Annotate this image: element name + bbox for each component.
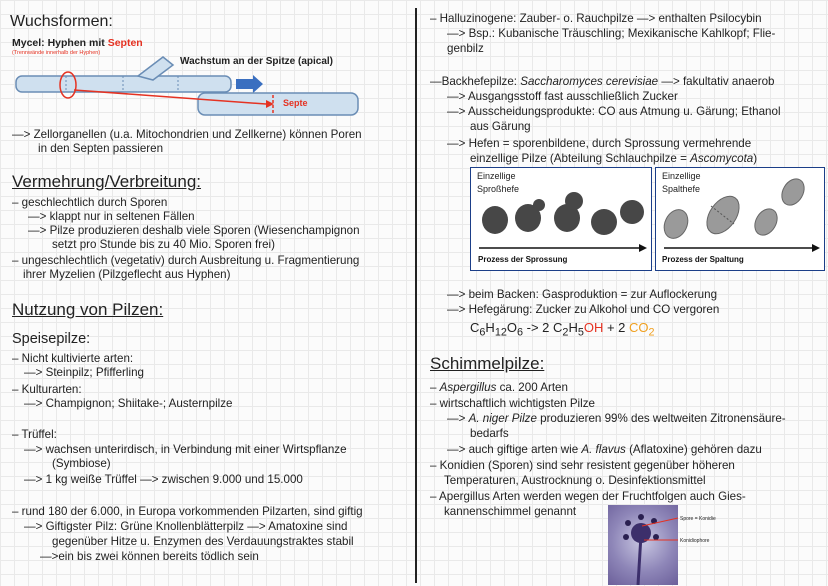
schimmel-line-3-italic: A. niger Pilze: [468, 412, 537, 425]
sprossung-label-1: Einzellige: [477, 171, 516, 181]
spaltung-label-2: Spalthefe: [662, 184, 701, 194]
backhefe-line-6: [470, 152, 757, 166]
schimmel-line-1b: ca. 200 Arten: [496, 381, 568, 394]
vermehrung-line-4: setzt pro Stunde bis zu 40 Mio. Sporen frei): [52, 238, 275, 251]
sprossung-caption: Prozess der Sprossung: [478, 255, 568, 264]
formula-sub-6: 6: [479, 326, 486, 339]
formula-plus: + 2: [603, 320, 630, 335]
schimmel-line-3: [447, 412, 786, 426]
vermehrung-line-3: —> Pilze produzieren deshalb viele Sporen (Wiesenchampignon: [28, 224, 360, 237]
schimmel-line-7: Temperaturen, Austrocknung o. Desinfektionsmittel: [444, 474, 706, 487]
fission-cell-4: [777, 175, 808, 209]
formula-h5: H: [568, 320, 578, 335]
formula-c6: C: [470, 320, 480, 335]
backhefe-line-6b: ): [753, 152, 758, 165]
zellorganellen-line-1: —> Zellorganellen (u.a. Mitochondrien und Zellkerne) können Poren: [12, 128, 362, 141]
schimmel-line-5-italic: A. flavus: [581, 443, 626, 456]
nutzung-line-4: —> Champignon; Shiitake-; Austernpilze: [24, 397, 233, 410]
zellorganellen-line-2: in den Septen passieren: [38, 142, 164, 155]
formula-sub-5: 5: [577, 326, 584, 339]
spaltung-figure: [655, 167, 825, 271]
backhefe-line-1b: —> fakultativ anaerob: [658, 75, 775, 88]
yeast-bud-1: [533, 199, 545, 211]
vermehrung-line-1: – geschlechtlich durch Sporen: [12, 196, 168, 209]
halluz-line-1: – Halluzinogene: Zauber- o. Rauchpilze —> enthalten Psilocybin: [430, 12, 762, 25]
formula-oh: OH: [583, 320, 604, 335]
nutzung-line-7: (Symbiose): [52, 457, 111, 470]
spore-label: Spore = Konidie: [680, 516, 716, 522]
backhefe-line-1-italic: Saccharomyces cerevisiae: [520, 75, 659, 88]
formula-co: CO: [629, 320, 649, 335]
nutzung-line-11: gegenüber Hitze u. Enzymen des Verdauungstraktes stabil: [52, 535, 354, 548]
formula-sub-12: 12: [494, 326, 507, 339]
growth-arrow-icon: [236, 75, 263, 93]
schimmel-line-5b: (Aflatoxine) gehören dazu: [625, 443, 762, 456]
speisepilze-title: Speisepilze:: [12, 331, 91, 347]
growth-label: Wachstum an der Spitze (apical): [180, 56, 333, 67]
septe-label: Septe: [283, 98, 308, 108]
formula-o6: O: [506, 320, 517, 335]
formula-arrow: -> 2: [523, 320, 554, 335]
schimmel-line-1a: –: [430, 381, 440, 394]
schimmel-line-1: [430, 381, 568, 395]
yeast-cell-4: [591, 209, 617, 235]
schimmel-line-2: – wirtschaftlich wichtigsten Pilze: [430, 397, 595, 410]
konidiophore-label: Konidiophore: [680, 538, 710, 544]
schimmel-line-3b: produzieren 99% des weltweiten Zitronensäure-: [536, 412, 786, 425]
sprossung-figure: [470, 167, 652, 271]
halluz-line-2: —> Bsp.: Kubanische Träuschling; Mexikanische Kahlkopf; Flie-: [447, 27, 776, 40]
schimmel-line-3a: —>: [447, 412, 469, 425]
vermehrung-line-6: ihrer Myzelien (Pilzgeflecht aus Hyphen): [23, 268, 231, 281]
formula-sub-2b: 2: [648, 326, 655, 339]
vermehrung-line-5: – ungeschlechtlich (vegetativ) durch Ausbreitung u. Fragmentierung: [12, 254, 360, 267]
backhefe-line-2: —> Ausgangsstoff fast ausschließlich Zucker: [447, 90, 678, 103]
backhefe-line-6-italic: Ascomycota: [690, 152, 754, 165]
mycel-note: (Trennwände innerhalb der Hyphen): [12, 50, 101, 56]
sprossung-label-2: Sproßhefe: [477, 184, 520, 194]
fission-cell-3: [750, 205, 781, 239]
backhefe-line-4: aus Gärung: [470, 120, 531, 133]
nutzung-line-5: – Trüffel:: [12, 428, 57, 441]
spaltung-label-1: Einzellige: [662, 171, 701, 181]
fermentation-formula: [470, 319, 655, 342]
spore-pointer: [642, 518, 678, 526]
nutzung-line-3: – Kulturarten:: [12, 383, 82, 396]
wuchsformen-title: Wuchsformen:: [10, 13, 113, 30]
backhefe-line-5: —> Hefen = sporenbildene, durch Sprossung vermehrende: [447, 137, 752, 150]
backhefe-line-3: —> Ausscheidungsprodukte: CO aus Atmung u. Gärung; Ethanol: [447, 105, 781, 118]
spore-3: [623, 534, 629, 540]
nutzung-line-10: —> Giftigster Pilz: Grüne Knollenblätterpilz —> Amatoxine sind: [24, 520, 348, 533]
column-divider: [415, 8, 417, 583]
yeast-cell-1: [482, 206, 508, 234]
schimmel-line-5: [447, 443, 762, 457]
micrograph-pointers: [640, 514, 685, 544]
spaltung-caption: Prozess der Spaltung: [662, 255, 744, 264]
hypha-zoom: [198, 93, 358, 115]
schimmel-line-1-italic: Aspergillus: [439, 381, 497, 394]
schimmelpilze-title: Schimmelpilze:: [430, 354, 545, 373]
fission-cell-2: [700, 190, 745, 239]
formula-sub-6b: 6: [516, 326, 524, 339]
backhefe-line-1: [430, 75, 774, 89]
nutzung-line-8: —> 1 kg weiße Trüffel —> zwischen 9.000 und 15.000: [24, 473, 303, 486]
formula-c2: C: [553, 320, 563, 335]
sprossung-arrow-icon: [639, 244, 647, 252]
schimmel-line-6: – Konidien (Sporen) sind sehr resistent gegenüber höheren: [430, 459, 735, 472]
backhefe-line-1a: —Backhefepilze:: [430, 75, 521, 88]
spore-1: [625, 520, 631, 526]
mycel-label-red: Septen: [107, 37, 143, 49]
vermehrung-title: Vermehrung/Verbreitung:: [12, 172, 202, 191]
nutzung-line-6: —> wachsen unterirdisch, in Verbindung mit einer Wirtspflanze: [24, 443, 347, 456]
nutzung-line-2: —> Steinpilz; Pfifferling: [24, 366, 144, 379]
schimmel-line-4: bedarfs: [470, 427, 509, 440]
mycel-label-text: Mycel: Hyphen mit: [12, 37, 108, 49]
yeast-bud-2: [565, 192, 583, 210]
nutzung-line-12: —>ein bis zwei können bereits tödlich sein: [40, 550, 259, 563]
hyphae-diagram: [8, 45, 368, 125]
fission-cell-1: [660, 206, 693, 242]
nutzung-title: Nutzung von Pilzen:: [12, 300, 164, 319]
spaltung-arrow-icon: [812, 244, 820, 252]
formula-sub-2: 2: [562, 326, 569, 339]
backhefe-line-6a: einzellige Pilze (Abteilung Schlauchpilze =: [470, 152, 691, 165]
halluz-line-3: genbilz: [447, 42, 484, 55]
formula-h12: H: [485, 320, 495, 335]
schimmel-line-8: – Apergillus Arten werden wegen der Fruchtfolgen auch Gies-: [430, 490, 746, 503]
schimmel-line-9: kannenschimmel genannt: [444, 505, 577, 518]
vermehrung-line-2: —> klappt nur in seltenen Fällen: [28, 210, 195, 223]
backhefe-line-7: —> beim Backen: Gasproduktion = zur Auflockerung: [447, 288, 718, 301]
nutzung-line-1: – Nicht kultivierte arten:: [12, 352, 134, 365]
nutzung-line-9: – rund 180 der 6.000, in Europa vorkommenden Pilzarten, sind giftig: [12, 505, 363, 518]
backhefe-line-8: —> Hefegärung: Zucker zu Alkohol und CO vergoren: [447, 303, 720, 316]
yeast-cell-5: [620, 200, 644, 224]
schimmel-line-5a: —> auch giftige arten wie: [447, 443, 582, 456]
